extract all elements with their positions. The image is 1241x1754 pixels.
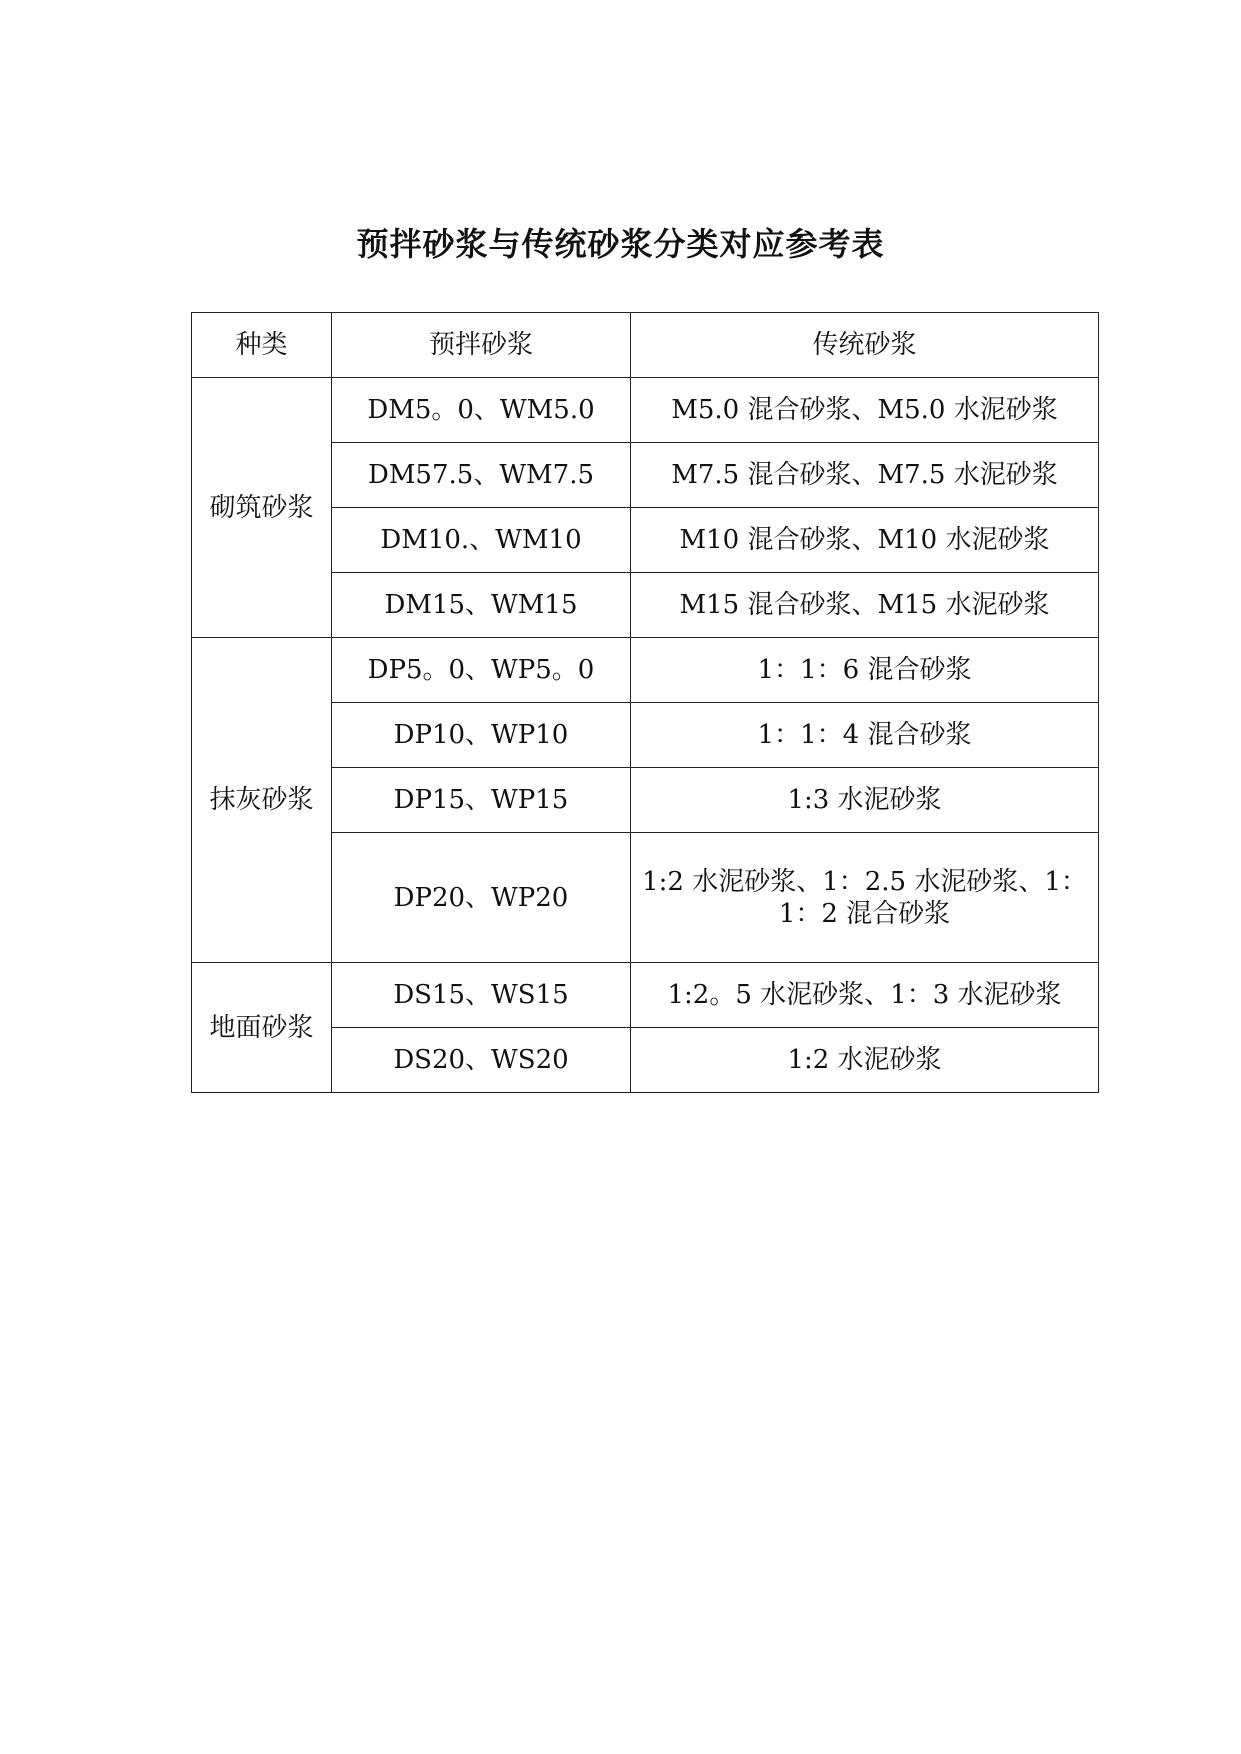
premixed-cell: DM10.、WM10	[332, 508, 631, 573]
premixed-cell: DP15、WP15	[332, 768, 631, 833]
category-floor: 地面砂浆	[192, 963, 332, 1093]
traditional-cell: 1:3 水泥砂浆	[631, 768, 1099, 833]
traditional-cell: M5.0 混合砂浆、M5.0 水泥砂浆	[631, 378, 1099, 443]
traditional-cell: M7.5 混合砂浆、M7.5 水泥砂浆	[631, 443, 1099, 508]
table-row	[192, 638, 1099, 703]
traditional-cell: 1:2 水泥砂浆	[631, 1028, 1099, 1093]
traditional-cell: 1：1：4 混合砂浆	[631, 703, 1099, 768]
header-premixed: 预拌砂浆	[332, 313, 631, 378]
table-row	[192, 378, 1099, 443]
premixed-cell: DS20、WS20	[332, 1028, 631, 1093]
reference-table	[191, 312, 1099, 1093]
traditional-cell: 1:2。5 水泥砂浆、1：3 水泥砂浆	[631, 963, 1099, 1028]
premixed-cell: DM5。0、WM5.0	[332, 378, 631, 443]
premixed-cell: DP10、WP10	[332, 703, 631, 768]
header-traditional: 传统砂浆	[631, 313, 1099, 378]
traditional-cell: M15 混合砂浆、M15 水泥砂浆	[631, 573, 1099, 638]
premixed-cell: DS15、WS15	[332, 963, 631, 1028]
category-masonry: 砌筑砂浆	[192, 378, 332, 638]
category-plastering: 抹灰砂浆	[192, 638, 332, 963]
premixed-cell: DM57.5、WM7.5	[332, 443, 631, 508]
table-header-row	[192, 313, 1099, 378]
traditional-cell: 1：1：6 混合砂浆	[631, 638, 1099, 703]
premixed-cell: DP5。0、WP5。0	[332, 638, 631, 703]
traditional-cell: 1:2 水泥砂浆、1：2.5 水泥砂浆、1：1：2 混合砂浆	[631, 833, 1099, 963]
header-category: 种类	[192, 313, 332, 378]
premixed-cell: DM15、WM15	[332, 573, 631, 638]
table-row	[192, 963, 1099, 1028]
premixed-cell: DP20、WP20	[332, 833, 631, 963]
traditional-cell: M10 混合砂浆、M10 水泥砂浆	[631, 508, 1099, 573]
page-title: 预拌砂浆与传统砂浆分类对应参考表	[356, 225, 885, 263]
